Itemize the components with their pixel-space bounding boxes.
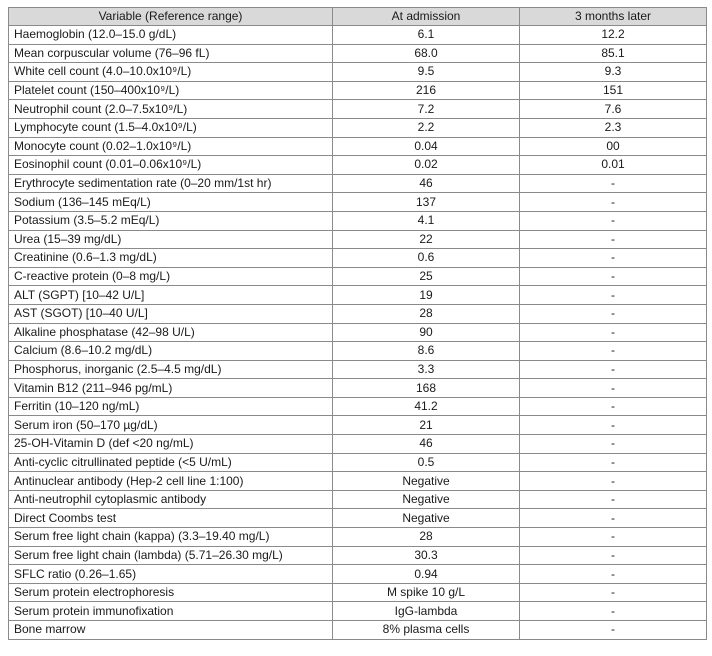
lab-results-table [8, 7, 707, 640]
cell-3-months-later: 151 [520, 81, 707, 100]
cell-variable: Mean corpuscular volume (76–96 fL) [9, 44, 333, 63]
cell-at-admission: 9.5 [333, 63, 520, 82]
cell-at-admission: Negative [333, 509, 520, 528]
cell-at-admission: 4.1 [333, 211, 520, 230]
cell-at-admission: 0.04 [333, 137, 520, 156]
cell-3-months-later: - [520, 193, 707, 212]
cell-3-months-later: - [520, 211, 707, 230]
cell-3-months-later: - [520, 509, 707, 528]
cell-at-admission: 46 [333, 174, 520, 193]
header-at-admission: At admission [333, 8, 520, 26]
table-row [9, 342, 707, 361]
cell-3-months-later: - [520, 621, 707, 640]
cell-variable: ALT (SGPT) [10–42 U/L] [9, 286, 333, 305]
cell-3-months-later: - [520, 304, 707, 323]
cell-at-admission: 8.6 [333, 342, 520, 361]
cell-variable: Alkaline phosphatase (42–98 U/L) [9, 323, 333, 342]
cell-3-months-later: - [520, 286, 707, 305]
cell-at-admission: 68.0 [333, 44, 520, 63]
cell-variable: Serum protein electrophoresis [9, 583, 333, 602]
cell-at-admission: 46 [333, 435, 520, 454]
cell-variable: Eosinophil count (0.01–0.06x10⁹/L) [9, 156, 333, 175]
table-row [9, 416, 707, 435]
table-row [9, 435, 707, 454]
cell-at-admission: 3.3 [333, 360, 520, 379]
cell-3-months-later: - [520, 528, 707, 547]
cell-at-admission: 8% plasma cells [333, 621, 520, 640]
cell-variable: Erythrocyte sedimentation rate (0–20 mm/1st hr) [9, 174, 333, 193]
cell-variable: 25-OH-Vitamin D (def <20 ng/mL) [9, 435, 333, 454]
cell-variable: Neutrophil count (2.0–7.5x10⁹/L) [9, 100, 333, 119]
table-row [9, 360, 707, 379]
cell-variable: Serum free light chain (lambda) (5.71–26.30 mg/L) [9, 546, 333, 565]
table-row [9, 304, 707, 323]
table-row [9, 323, 707, 342]
table-header-row [9, 8, 707, 26]
cell-3-months-later: 00 [520, 137, 707, 156]
table-row [9, 44, 707, 63]
cell-3-months-later: - [520, 490, 707, 509]
lab-results-table-container [8, 7, 706, 640]
cell-variable: Urea (15–39 mg/dL) [9, 230, 333, 249]
cell-at-admission: 168 [333, 379, 520, 398]
cell-at-admission: 41.2 [333, 397, 520, 416]
cell-variable: Phosphorus, inorganic (2.5–4.5 mg/dL) [9, 360, 333, 379]
cell-3-months-later: - [520, 546, 707, 565]
cell-variable: Lymphocyte count (1.5–4.0x10⁹/L) [9, 118, 333, 137]
cell-at-admission: Negative [333, 472, 520, 491]
cell-variable: Ferritin (10–120 ng/mL) [9, 397, 333, 416]
table-row [9, 193, 707, 212]
cell-3-months-later: 12.2 [520, 26, 707, 45]
cell-variable: Serum iron (50–170 µg/dL) [9, 416, 333, 435]
cell-at-admission: 28 [333, 304, 520, 323]
cell-at-admission: 0.5 [333, 453, 520, 472]
cell-variable: Monocyte count (0.02–1.0x10⁹/L) [9, 137, 333, 156]
cell-variable: C-reactive protein (0–8 mg/L) [9, 267, 333, 286]
table-row [9, 81, 707, 100]
table-row [9, 621, 707, 640]
cell-at-admission: 90 [333, 323, 520, 342]
cell-variable: Haemoglobin (12.0–15.0 g/dL) [9, 26, 333, 45]
table-row [9, 286, 707, 305]
cell-at-admission: 6.1 [333, 26, 520, 45]
cell-3-months-later: - [520, 397, 707, 416]
table-row [9, 602, 707, 621]
table-row [9, 472, 707, 491]
cell-at-admission: M spike 10 g/L [333, 583, 520, 602]
cell-variable: Sodium (136–145 mEq/L) [9, 193, 333, 212]
cell-at-admission: 19 [333, 286, 520, 305]
table-row [9, 156, 707, 175]
cell-3-months-later: - [520, 323, 707, 342]
cell-3-months-later: 85.1 [520, 44, 707, 63]
cell-variable: Direct Coombs test [9, 509, 333, 528]
cell-3-months-later: 7.6 [520, 100, 707, 119]
cell-at-admission: 28 [333, 528, 520, 547]
cell-3-months-later: - [520, 583, 707, 602]
cell-3-months-later: 0.01 [520, 156, 707, 175]
table-body [9, 26, 707, 640]
table-row [9, 230, 707, 249]
cell-3-months-later: - [520, 174, 707, 193]
cell-3-months-later: - [520, 602, 707, 621]
header-3-months-later: 3 months later [520, 8, 707, 26]
table-row [9, 211, 707, 230]
cell-at-admission: 21 [333, 416, 520, 435]
cell-3-months-later: - [520, 360, 707, 379]
cell-3-months-later: - [520, 342, 707, 361]
table-row [9, 249, 707, 268]
cell-variable: Serum free light chain (kappa) (3.3–19.40 mg/L) [9, 528, 333, 547]
cell-variable: White cell count (4.0–10.0x10⁹/L) [9, 63, 333, 82]
cell-variable: Anti-neutrophil cytoplasmic antibody [9, 490, 333, 509]
cell-at-admission: 22 [333, 230, 520, 249]
cell-at-admission: 0.6 [333, 249, 520, 268]
cell-3-months-later: - [520, 472, 707, 491]
header-variable: Variable (Reference range) [9, 8, 333, 26]
table-row [9, 267, 707, 286]
table-row [9, 490, 707, 509]
cell-3-months-later: - [520, 416, 707, 435]
cell-variable: Potassium (3.5–5.2 mEq/L) [9, 211, 333, 230]
table-row [9, 137, 707, 156]
cell-3-months-later: - [520, 565, 707, 584]
cell-3-months-later: - [520, 230, 707, 249]
table-row [9, 509, 707, 528]
cell-at-admission: 0.94 [333, 565, 520, 584]
cell-variable: Calcium (8.6–10.2 mg/dL) [9, 342, 333, 361]
table-row [9, 26, 707, 45]
cell-3-months-later: 9.3 [520, 63, 707, 82]
cell-at-admission: 25 [333, 267, 520, 286]
cell-3-months-later: - [520, 379, 707, 398]
cell-3-months-later: - [520, 453, 707, 472]
cell-3-months-later: - [520, 267, 707, 286]
cell-at-admission: 2.2 [333, 118, 520, 137]
cell-variable: Creatinine (0.6–1.3 mg/dL) [9, 249, 333, 268]
cell-at-admission: 30.3 [333, 546, 520, 565]
cell-3-months-later: - [520, 435, 707, 454]
cell-variable: Antinuclear antibody (Hep-2 cell line 1:100) [9, 472, 333, 491]
table-row [9, 546, 707, 565]
table-row [9, 100, 707, 119]
cell-variable: AST (SGOT) [10–40 U/L] [9, 304, 333, 323]
cell-variable: Anti-cyclic citrullinated peptide (<5 U/mL) [9, 453, 333, 472]
cell-at-admission: Negative [333, 490, 520, 509]
cell-variable: Bone marrow [9, 621, 333, 640]
cell-at-admission: IgG-lambda [333, 602, 520, 621]
table-row [9, 397, 707, 416]
cell-3-months-later: 2.3 [520, 118, 707, 137]
table-row [9, 565, 707, 584]
cell-variable: Serum protein immunofixation [9, 602, 333, 621]
cell-3-months-later: - [520, 249, 707, 268]
table-row [9, 528, 707, 547]
cell-variable: Platelet count (150–400x10⁹/L) [9, 81, 333, 100]
cell-at-admission: 7.2 [333, 100, 520, 119]
table-row [9, 379, 707, 398]
table-row [9, 174, 707, 193]
cell-variable: SFLC ratio (0.26–1.65) [9, 565, 333, 584]
cell-at-admission: 216 [333, 81, 520, 100]
table-row [9, 453, 707, 472]
cell-at-admission: 137 [333, 193, 520, 212]
table-row [9, 583, 707, 602]
table-row [9, 63, 707, 82]
cell-at-admission: 0.02 [333, 156, 520, 175]
cell-variable: Vitamin B12 (211–946 pg/mL) [9, 379, 333, 398]
table-row [9, 118, 707, 137]
